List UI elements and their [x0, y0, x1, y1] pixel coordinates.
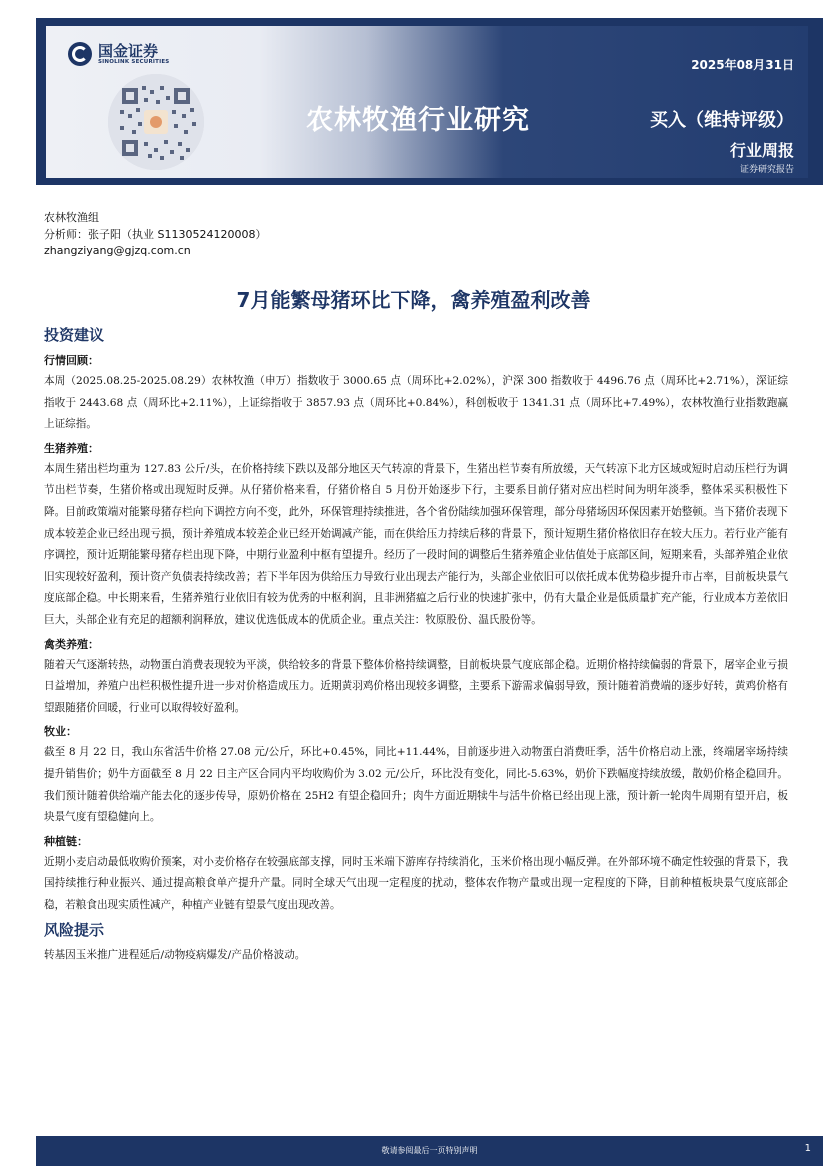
pig-paragraph: 本周生猪出栏均重为 127.83 公斤/头，在价格持续下跌以及部分地区天气转凉的背景下，生猪出栏节奏有所放缓，天气转凉下北方区域或短时启动压栏行为调节出栏节奏，生猪价格或出现短时反弹。从仔猪价格来看，仔猪价格自 5 月份开始逐步下行，主要系目前仔猪对应出栏时间为明年淡季，整体采买积极性下降。目前政策端对能繁母猪存栏向下调控方向不变，此外，环保管理持续推进，各个省份陆续加强环保管理，部分母猪场因环保因素开始整顿。当下猪价表现下成本较差企业已经出现亏损，预计养殖成本较差企业已经开始调减产能，而在供给压力持续后移的背景下，预计短期生猪价格依旧存在较大压力。若行业产能有序调控，预计近期能繁母猪存栏出现下降，中期行业盈利中枢有望提升。经历了一段时间的调整后生猪养殖企业估值处于底部区间，短期来看，头部养殖企业依旧实现较好盈利，预计资产负债表持续改善；若下半年因为供给压力导致行业出现去产能行为，头部企业依旧可以依托成本优势稳步提升市占率，目前板块景气度底部企稳。中长期来看，生猪养殖行业依旧有较为优秀的中枢利润，且非洲猪瘟之后行业的快速扩张中，仍有大量企业是低质量扩充产能，行业成本方差依旧巨大，头部企业有充足的超额利润释放，建议优选低成本的优质企业。重点关注：牧原股份、温氏股份等。	[44, 462, 788, 626]
rating: 买入（维持评级）	[650, 110, 794, 131]
poultry-subtitle: 禽类养殖：	[44, 637, 99, 651]
livestock-subtitle: 牧业：	[44, 725, 77, 739]
logo-en-text: SINOLINK SECURITIES	[98, 59, 170, 65]
analyst-group: 农林牧渔组	[44, 211, 99, 224]
report-headline: 7月能繁母猪环比下降，禽养殖盈利改善	[236, 288, 591, 312]
analyst-name: 分析师：张子阳（执业 S1130524120008）	[44, 227, 267, 241]
footer-bar	[36, 1136, 823, 1166]
poultry-paragraph: 随着天气逐渐转热，动物蛋白消费表现较为平淡，供给较多的背景下整体价格持续调整，目前板块景气度底部企稳。近期价格持续偏弱的背景下，屠宰企业亏损日益增加，养殖户出栏积极性提升进一步对价格造成压力。近期黄羽鸡价格出现较多调整，主要系下游需求偏弱导致，预计随着消费端的逐步好转，黄鸡价格有望跟随猪价回暖，行业可以取得较好盈利。	[44, 658, 788, 714]
risk-paragraph: 转基因玉米推广进程延后/动物疫病爆发/产品价格波动。	[44, 949, 306, 962]
livestock-paragraph: 截至 8 月 22 日，我山东省活牛价格 27.08 元/公斤，环比+0.45%，同比+11.44%，目前逐步进入动物蛋白消费旺季，活牛价格启动上涨，终端屠宰场持续提升销售价；奶牛方面截至 8 月 22 日主产区合同内平均收购价为 3.02 元/公斤，环比没有变化，同比-5.63%，奶价下跌幅度持续放缓，散奶价格企稳回升。我们预计随着供给端产能去化的逐步传导，原奶价格在 25H2 有望企稳回升；肉牛方面近期犊牛与活牛价格已经出现上涨，预计新一轮肉牛周期有望开启，板块景气度有望稳健向上。	[44, 746, 788, 824]
footer-disclaimer[interactable]: 敬请参阅最后一页特别声明	[381, 1146, 478, 1155]
report-type: 行业周报	[729, 141, 794, 160]
header-banner	[36, 18, 823, 185]
invest-section-title: 投资建议	[44, 326, 105, 344]
logo-cn-text: 国金证券	[98, 42, 159, 60]
qr-code-icon	[108, 74, 204, 170]
logo-mark-icon	[68, 42, 92, 66]
report-date: 2025年08月31日	[691, 58, 794, 72]
sinolink-logo	[68, 42, 169, 66]
planting-paragraph: 近期小麦启动最低收购价预案，对小麦价格存在较强底部支撑，同时玉米端下游库存持续消化，玉米价格出现小幅反弹。在外部环境不确定性较强的背景下，我国持续推行种业振兴、通过提高粮食单产提升产量。同时全球天气出现一定程度的扰动，整体农作物产量或出现一定程度的下降，目前种植板块景气度底部企稳，若粮食出现实质性减产，种植产业链有望景气度出现改善。	[44, 855, 788, 911]
market-paragraph: 本周（2025.08.25-2025.08.29）农林牧渔（申万）指数收于 3000.65 点（周环比+2.02%），沪深 300 指数收于 4496.76 点（周环比+2.71%），深证综指收于 2443.68 点（周环比+2.11%），上证综指收于 3857.93 点（周环比+0.84%），科创板收于 1341.31 点（周环比+7.49%），农林牧渔行业指数跑赢上证综指。	[44, 375, 788, 431]
market-subtitle: 行情回顾：	[44, 354, 99, 367]
report-title: 农林牧渔行业研究	[306, 105, 530, 136]
risk-section-title: 风险提示	[44, 921, 105, 940]
logo-text	[98, 43, 169, 65]
planting-subtitle: 种植链：	[44, 834, 88, 848]
header-banner-inner	[46, 26, 808, 178]
pig-subtitle: 生猪养殖：	[44, 441, 99, 455]
report-category: 证券研究报告	[739, 165, 794, 175]
analyst-email[interactable]: zhangziyang@gjzq.com.cn	[44, 244, 191, 257]
report-body	[44, 325, 788, 967]
analyst-info	[44, 210, 266, 260]
qr-code-graphic	[108, 74, 204, 170]
page-number: 1	[804, 1143, 811, 1154]
